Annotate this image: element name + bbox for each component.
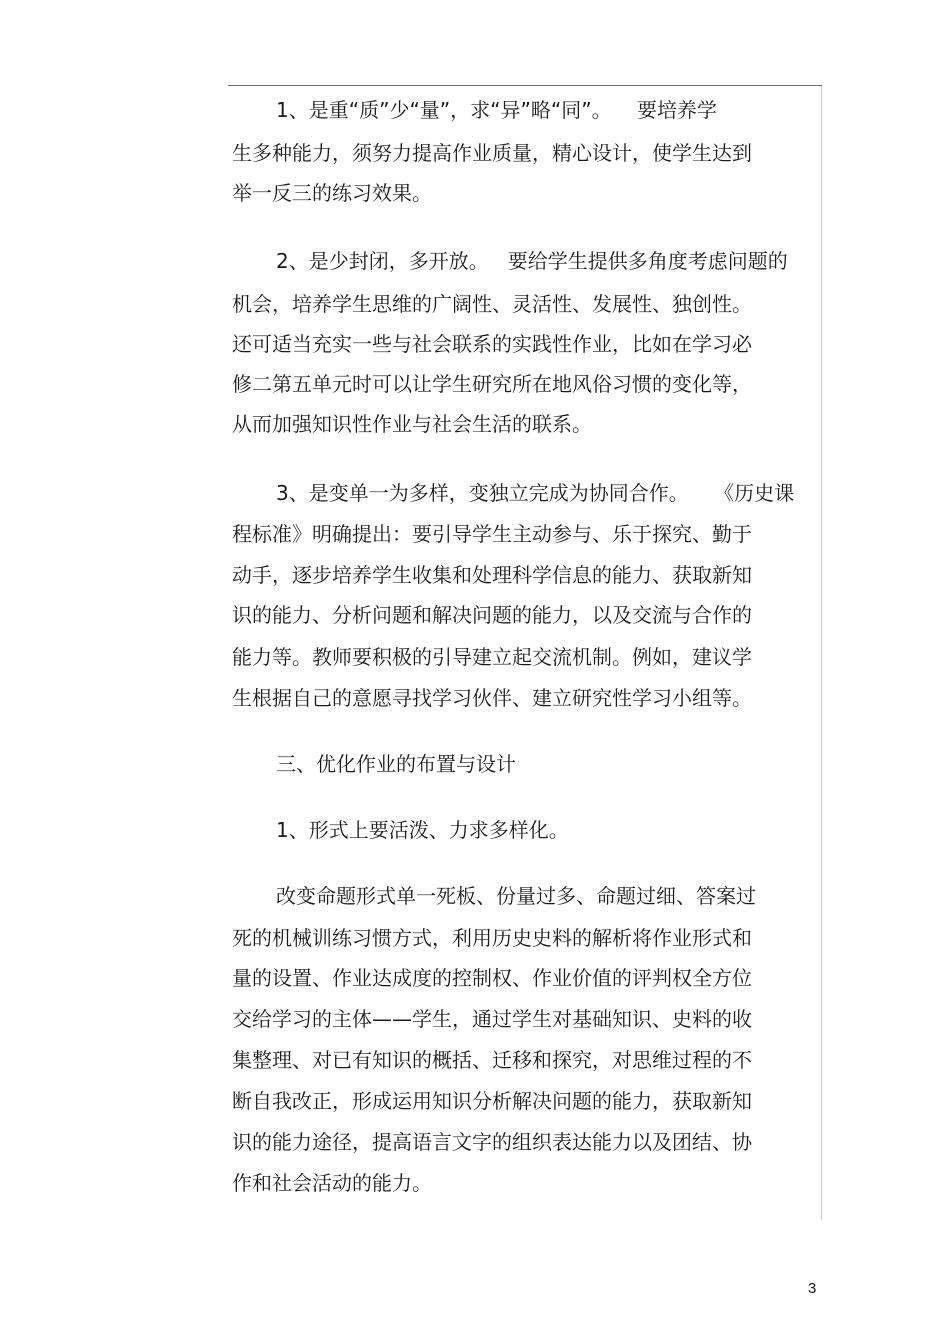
text-line: 断自我改正，形成运用知识分析解决问题的能力，获取新知	[232, 1089, 752, 1113]
text-line: 交给学习的主体——学生，通过学生对基础知识、史料的收	[232, 1007, 752, 1031]
text-line: 集整理、对已有知识的概括、迁移和探究，对思维过程的不	[232, 1048, 752, 1072]
text-line: 举一反三的练习效果。	[232, 181, 432, 205]
text-line: 能力等。教师要积极的引导建立起交流机制。例如，建议学	[232, 645, 752, 669]
text-line: 还可适当充实一些与社会联系的实践性作业，比如在学习必	[232, 332, 752, 356]
text-line: 2、是少封闭，多开放。 要给学生提供多角度考虑问题的	[276, 249, 788, 273]
text-line: 生根据自己的意愿寻找学习伙伴、建立研究性学习小组等。	[232, 686, 752, 710]
text-line: 程标准》明确提出：要引导学生主动参与、乐于探究、勤于	[232, 522, 752, 546]
text-line: 识的能力途径，提高语言文字的组织表达能力以及团结、协	[232, 1130, 752, 1154]
subsection-heading: 1、形式上要活泼、力求多样化。	[276, 818, 569, 842]
text-line: 修二第五单元时可以让学生研究所在地风俗习惯的变化等，	[232, 372, 752, 396]
text-line: 改变命题形式单一死板、份量过多、命题过细、答案过	[276, 884, 756, 908]
text-line: 动手，逐步培养学生收集和处理科学信息的能力、获取新知	[232, 563, 752, 587]
text-line: 机会，培养学生思维的广阔性、灵活性、发展性、独创性。	[232, 292, 752, 316]
section-heading: 三、优化作业的布置与设计	[276, 752, 516, 776]
text-line: 作和社会活动的能力。	[232, 1171, 432, 1195]
text-line: 从而加强知识性作业与社会生活的联系。	[232, 412, 592, 436]
page-number: 3	[808, 1280, 817, 1297]
text-line: 死的机械训练习惯方式，利用历史史料的解析将作业形式和	[232, 926, 752, 950]
text-line: 1、是重“质”少“量”，求“异”略“同”。 要培养学	[276, 98, 718, 122]
text-line: 3、是变单一为多样，变独立完成为协同合作。 《历史课	[276, 481, 795, 505]
text-line: 量的设置、作业达成度的控制权、作业价值的评判权全方位	[232, 966, 752, 990]
text-line: 识的能力、分析问题和解决问题的能力，以及交流与合作的	[232, 603, 752, 627]
text-line: 生多种能力，须努力提高作业质量，精心设计，使学生达到	[232, 141, 752, 165]
